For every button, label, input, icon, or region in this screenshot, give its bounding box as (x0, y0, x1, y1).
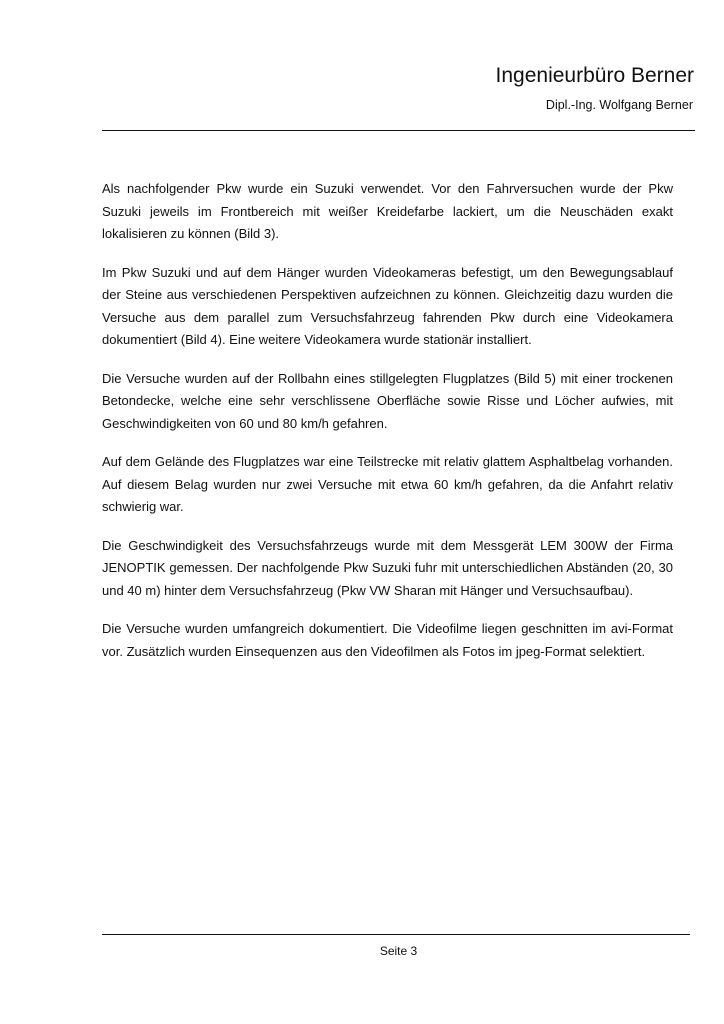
paragraph: Die Versuche wurden auf der Rollbahn eines stillgelegten Flugplatzes (Bild 5) mit einer trockenen Betondecke, welche eine sehr verschlissene Oberfläche sowie Risse und Löcher aufwies, mit Geschwindigkeiten von 60 und 80 km/h gefahren. (102, 370, 673, 431)
page-number: Seite 3 (379, 944, 418, 958)
document-body (102, 178, 673, 679)
footer-divider (102, 934, 690, 935)
company-name: Ingenieurbüro Berner (495, 64, 694, 87)
paragraph: Als nachfolgender Pkw wurde ein Suzuki verwendet. Vor den Fahrversuchen wurde der Pkw Suzuki jeweils im Frontbereich mit weißer Kreidefarbe lackiert, um die Neuschäden exakt lokalisieren zu können (Bild 3). (102, 181, 673, 241)
paragraph: Im Pkw Suzuki und auf dem Hänger wurden Videokameras befestigt, um den Bewegungsablauf der Steine aus verschiedenen Perspektiven aufzeichnen zu können. Gleichzeitig dazu wurden die Versuche aus dem parallel zum Versuchsfahrzeug fahrenden Pkw durch eine Videokamera dokumentiert (Bild 4). Eine weitere Videokamera wurde stationär installiert. (102, 264, 673, 347)
header-divider (102, 130, 695, 131)
paragraph: Auf dem Gelände des Flugplatzes war eine Teilstrecke mit relativ glattem Asphaltbelag vorhanden. Auf diesem Belag wurden nur zwei Versuche mit etwa 60 km/h gefahren, da die Anfahrt relativ schwierig war. (102, 454, 673, 514)
paragraph: Die Geschwindigkeit des Versuchsfahrzeugs wurde mit dem Messgerät LEM 300W der Firma JENOPTIK gemessen. Der nachfolgende Pkw Suzuki fuhr mit unterschiedlichen Abständen (20, 30 und 40 m) hinter dem Versuchsfahrzeug (Pkw VW Sharan mit Hänger und Versuchsaufbau). (102, 537, 673, 598)
engineer-name: Dipl.-Ing. Wolfgang Berner (545, 98, 693, 112)
paragraph: Die Versuche wurden umfangreich dokumentiert. Die Videofilme liegen geschnitten im avi-Format vor. Zusätzlich wurden Einsequenzen aus den Videofilmen als Fotos im jpeg-Format selektiert. (102, 621, 673, 659)
